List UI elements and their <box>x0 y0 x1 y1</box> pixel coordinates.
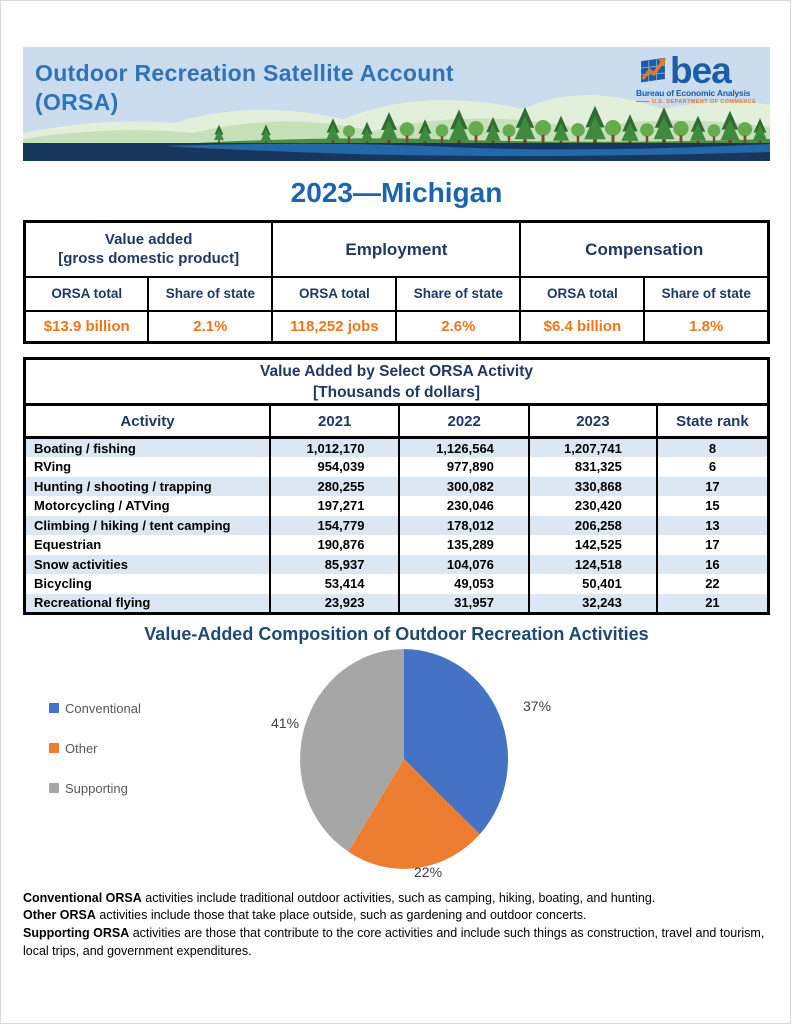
activity-name: Snow activities <box>25 555 271 575</box>
summary-values-row <box>25 311 769 343</box>
state-rank: 13 <box>657 516 769 536</box>
legend-swatch-conventional <box>49 703 59 713</box>
activity-table-title: Value Added by Select ORSA Activity [Thousands of dollars] <box>25 359 769 405</box>
note-other: Other ORSA activities include those that take place outside, such as gardening and outdoor concerts. <box>23 908 587 923</box>
activity-name: Climbing / hiking / tent camping <box>25 516 271 536</box>
state-rank: 6 <box>657 457 769 477</box>
note-conventional: Conventional ORSA activities include traditional outdoor activities, such as camping, hiking, boating, and hunting. <box>23 890 656 905</box>
page <box>1 47 791 1024</box>
state-rank: 8 <box>657 438 769 458</box>
pie-label-conventional: 37% <box>523 697 552 714</box>
summary-group-value-added: Value added [gross domestic product] <box>25 222 273 277</box>
chart-legend <box>49 701 141 821</box>
legend-swatch-other <box>49 743 59 753</box>
legend-item-conventional: Conventional <box>49 701 141 716</box>
activity-table <box>23 357 770 615</box>
col-orsa-total: ORSA total <box>520 277 644 311</box>
column-2021: 2021 <box>270 405 399 438</box>
banner <box>23 47 770 161</box>
table-row: Hunting / shooting / trapping 280,255 300,082 330,868 17 <box>25 477 769 497</box>
column-state-rank: State rank <box>657 405 769 438</box>
activity-table-column-header-row <box>25 405 769 438</box>
legend-item-supporting: Supporting <box>49 781 141 796</box>
col-share-of-state: Share of state <box>396 277 520 311</box>
col-orsa-total: ORSA total <box>25 277 149 311</box>
column-activity: Activity <box>25 405 271 438</box>
tagline-rule <box>636 101 649 102</box>
note-supporting: Supporting ORSA activities are those that contribute to the core activities and include such things as construction, travel and tourism, local trips, and government expenditures. <box>23 926 765 958</box>
compensation-total: $6.4 billion <box>520 311 644 343</box>
table-row: Recreational flying 23,923 31,957 32,243 21 <box>25 594 769 614</box>
banner-title <box>35 59 454 117</box>
state-rank: 16 <box>657 555 769 575</box>
employment-total: 118,252 jobs <box>272 311 396 343</box>
activity-name: Equestrian <box>25 535 271 555</box>
bea-logo-tagline: U.S. DEPARTMENT OF COMMERCE <box>636 99 760 105</box>
legend-item-other: Other <box>49 741 141 756</box>
pie-graphic <box>299 648 509 870</box>
summary-group-compensation: Compensation <box>520 222 768 277</box>
activity-name: Recreational flying <box>25 594 271 614</box>
table-row: Bicycling 53,414 49,053 50,401 22 <box>25 574 769 594</box>
summary-group-employment: Employment <box>272 222 520 277</box>
definitions-notes <box>23 890 770 961</box>
column-2023: 2023 <box>529 405 657 438</box>
state-rank: 17 <box>657 535 769 555</box>
bea-logo <box>636 49 760 105</box>
legend-swatch-supporting <box>49 783 59 793</box>
activity-table-title-row <box>25 359 769 405</box>
state-rank: 21 <box>657 594 769 614</box>
table-row: Climbing / hiking / tent camping 154,779 178,012 206,258 13 <box>25 516 769 536</box>
value-added-total: $13.9 billion <box>25 311 149 343</box>
table-row: Motorcycling / ATVing 197,271 230,046 230,420 15 <box>25 496 769 516</box>
page-title: 2023—Michigan <box>290 177 503 208</box>
bea-logo-text: bea <box>670 49 731 91</box>
summary-table <box>23 220 770 344</box>
bea-chart-icon <box>636 55 670 86</box>
table-row: Snow activities 85,937 104,076 124,518 16 <box>25 555 769 575</box>
employment-share: 2.6% <box>396 311 520 343</box>
col-orsa-total: ORSA total <box>272 277 396 311</box>
pie-label-other: 22% <box>414 863 443 880</box>
pie-chart <box>23 646 770 886</box>
banner-title-line1: Outdoor Recreation Satellite Account <box>35 60 454 86</box>
column-2022: 2022 <box>399 405 528 438</box>
banner-title-line2: (ORSA) <box>35 89 119 115</box>
value-added-share: 2.1% <box>148 311 272 343</box>
summary-subheader-row <box>25 277 769 311</box>
pie-label-supporting: 41% <box>271 714 300 731</box>
summary-group-header-row <box>25 222 769 277</box>
activity-name: RVing <box>25 457 271 477</box>
chart-title: Value-Added Composition of Outdoor Recreation Activities <box>144 623 649 644</box>
compensation-share: 1.8% <box>644 311 768 343</box>
table-row: Boating / fishing 1,012,170 1,126,564 1,207,741 8 <box>25 438 769 458</box>
state-rank: 22 <box>657 574 769 594</box>
activity-name: Bicycling <box>25 574 271 594</box>
activity-name: Motorcycling / ATVing <box>25 496 271 516</box>
col-share-of-state: Share of state <box>148 277 272 311</box>
col-share-of-state: Share of state <box>644 277 768 311</box>
activity-name: Boating / fishing <box>25 438 271 458</box>
bea-logo-subtitle: Bureau of Economic Analysis <box>636 88 751 98</box>
table-row: RVing 954,039 977,890 831,325 6 <box>25 457 769 477</box>
table-row: Equestrian 190,876 135,289 142,525 17 <box>25 535 769 555</box>
state-rank: 17 <box>657 477 769 497</box>
activity-name: Hunting / shooting / trapping <box>25 477 271 497</box>
state-rank: 15 <box>657 496 769 516</box>
